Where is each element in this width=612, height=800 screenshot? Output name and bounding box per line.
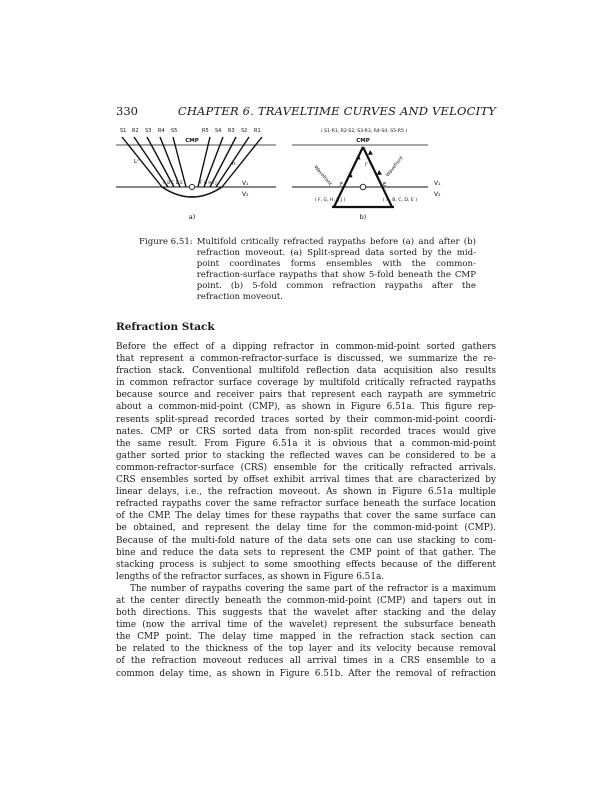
label-r2: R2 <box>132 128 139 134</box>
body-line: linear delays, i.e., the refraction moveout. As shown in Figure 6.51a multiple <box>116 487 496 498</box>
caption-text: Multifold critically refracted raypaths before (a) and after (b) refraction moveout. (a) Split-spread data sorted by the mid-point coordinates forms ensembles with the common-refraction-surface raypaths that show 5-fold beneath the CMP point. (b) 5-fold common refraction raypaths after the refraction moveout. <box>196 237 476 303</box>
body-line: common delay time, as shown in Figure 6.51b. After the removal of refraction <box>116 668 496 679</box>
label-s2: S2 <box>241 128 248 134</box>
caption-label: Figure 6.51: <box>139 237 193 247</box>
body-line: be related to the thickness of the top layer and its velocity because removal <box>116 644 496 655</box>
body-line: the same result. From Figure 6.51a it is obvious that a common-mid-point <box>116 438 496 449</box>
bottom-left-label: ( F, G, H, I, J ) <box>314 198 346 203</box>
section-title: Refraction Stack <box>116 321 215 333</box>
body-line: gather sorted prior to stacking the reflected waves can be considered to be a <box>116 450 496 461</box>
top-label-b: ( S1-R1, R2-S2, S3-R3, R4-S4, S5-R5 ) <box>320 129 408 134</box>
body-line: of the refraction moveout reduces all arrival times in a CRS ensemble to a <box>116 656 496 667</box>
label-r1: R1 <box>254 128 261 134</box>
body-line: of the CMP. The delay times for these raypaths that cover the same surface can <box>116 511 496 522</box>
body-line: fraction stack. Conventional multifold reflection data acquisition also results <box>116 366 496 377</box>
panel-b-label: b) <box>359 213 367 221</box>
page-header <box>116 104 496 118</box>
body-line: about a common-mid-point (CMP), as shown in Figure 6.51a. This figure rep- <box>116 402 496 413</box>
figure-6-51 <box>116 123 496 233</box>
body-line: The number of raypaths covering the same part of the refractor is a maximum <box>130 583 496 594</box>
body-line: CRS ensembles sorted by offset exhibit arrival times that are characterized by <box>116 475 496 486</box>
bottom-right-label: ( A, B, C, D, E ) <box>382 198 418 203</box>
cmp-label-a: CMP <box>185 138 199 144</box>
body-line: bine and reduce the data sets to represent the CMP point of that gather. The <box>116 547 496 558</box>
label-s4: S4 <box>215 128 222 134</box>
body-line: in common refractor surface coverage by multifold critically refracted raypaths <box>116 378 496 389</box>
body-line: resents split-spread recorded traces sorted by their common-mid-point coordi- <box>116 414 496 425</box>
body-line: common-refractor-surface (CRS) ensemble for the critically refracted arrivals. <box>116 462 496 473</box>
wavefront-right: Wavefront <box>385 155 405 179</box>
points-abcde: A B C D E <box>163 180 183 185</box>
body-line: lengths of the refractor surfaces, as shown in Figure 6.51a. <box>116 571 385 582</box>
page-number: 330 <box>116 104 138 118</box>
f-label: F <box>340 182 343 188</box>
h-label: h <box>232 161 236 167</box>
body-line: both directions. This suggests that the wavelet after stacking and the delay <box>116 608 496 619</box>
body-line: nates. CMP or CRS sorted data from non-split recorded traces would give <box>116 426 496 437</box>
panel-a-label: a) <box>188 213 196 221</box>
body-text <box>116 341 496 680</box>
label-s3: S3 <box>145 128 152 134</box>
body-line: time (now the arrival time of the wavelet) represent the subsurface beneath <box>116 620 496 631</box>
label-r5: R5 <box>202 128 209 134</box>
label-s5: S5 <box>171 128 178 134</box>
body-line: stacking process is subject to some smoothing effects because of the different <box>116 559 496 570</box>
ic-label: iᶜ <box>365 162 369 168</box>
body-line: Before the effect of a dipping refractor in common-mid-point sorted gathers <box>116 342 496 352</box>
label-s1: S1 <box>120 128 127 134</box>
label-r3: R3 <box>228 128 235 134</box>
panel-a <box>116 128 276 221</box>
v2-label-a: V₂ <box>242 191 249 198</box>
body-line: refracted raypaths cover the same refractor surface beneath the surface location <box>116 499 496 510</box>
v1-label-b: V₁ <box>434 180 441 187</box>
figure-caption <box>139 237 476 304</box>
body-line: the CMP point. The delay time mapped in the refraction stack section can <box>116 632 496 643</box>
body-line: be obtained, and represent the delay time for the common-mid-point (CMP). <box>116 523 496 534</box>
cmp-label-b: CMP <box>356 138 370 144</box>
wavefront-left: Wavefront <box>312 165 333 188</box>
body-line: at the center directly beneath the common-mid-point (CMP) and tapers out in <box>116 595 496 606</box>
points-fghij: F G H I J <box>200 180 217 185</box>
body-line: Because of the multi-fold nature of the data sets one can use stacking to com- <box>116 535 496 546</box>
label-r4: R4 <box>158 128 165 134</box>
body-line: because source and receiver pairs that represent each raypath are symmetric <box>116 390 496 401</box>
lc-label: Lᶜ <box>134 159 140 165</box>
v2-label-b: V₂ <box>434 191 441 198</box>
body-line: that represent a common-refractor-surface is discussed, we summarize the re- <box>116 354 496 365</box>
panel-b <box>292 128 441 221</box>
v1-label-a: V₁ <box>242 180 249 187</box>
running-head: CHAPTER 6. TRAVELTIME CURVES AND VELOCITY <box>177 104 496 118</box>
e-label: E <box>383 182 387 188</box>
